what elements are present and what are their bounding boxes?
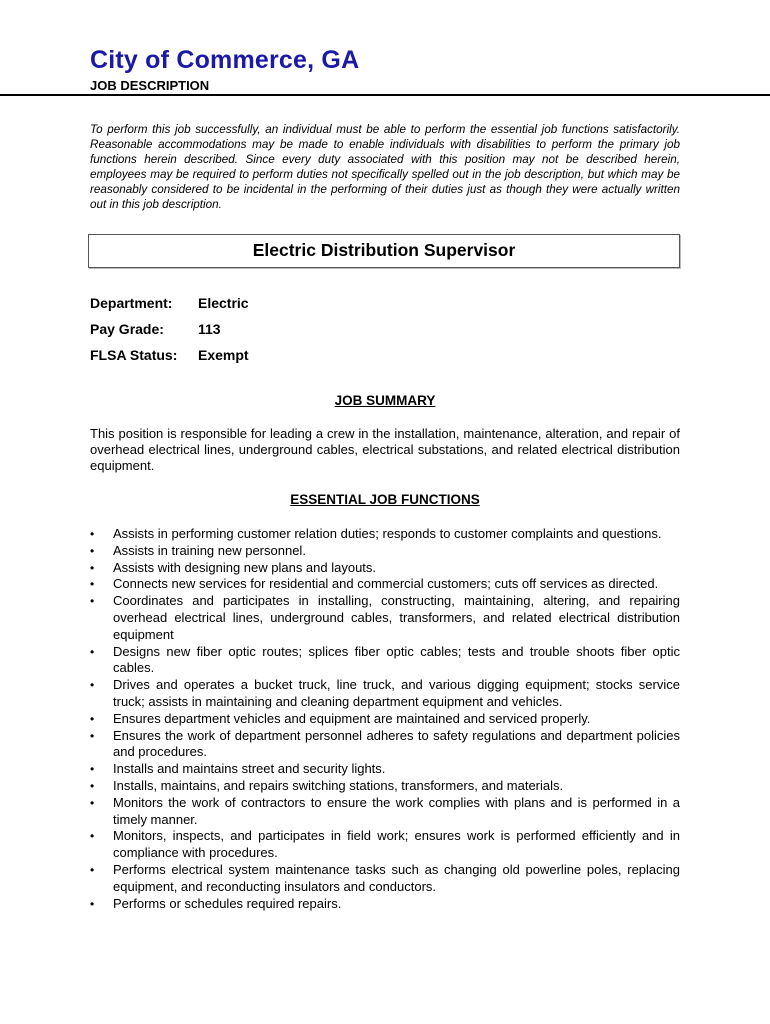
list-item-text: Ensures the work of department personnel adheres to safety regulations and department policies and procedures.: [113, 727, 680, 760]
list-item: [90, 728, 680, 762]
list-item-text: Performs electrical system maintenance tasks such as changing old powerline poles, replacing equipment, and reconducting insulators and conductors.: [113, 861, 680, 894]
essential-functions-heading: ESSENTIAL JOB FUNCTIONS: [290, 492, 480, 507]
bullet-icon: •: [90, 543, 95, 558]
list-item-text: Drives and operates a bucket truck, line truck, and various digging equipment; stocks service truck; assists in maintaining and cleaning department equipment and vehicles.: [113, 677, 680, 709]
job-info-table: [90, 290, 249, 368]
bullet-icon: •: [90, 795, 95, 810]
pay-grade-value: 113: [198, 321, 221, 337]
bullet-icon: •: [90, 778, 95, 793]
header-divider: [0, 94, 770, 96]
list-item: [90, 778, 680, 795]
list-item: [90, 526, 680, 543]
list-item-text: Installs and maintains street and security lights.: [113, 761, 386, 777]
pay-grade-label: Pay Grade:: [90, 321, 164, 337]
job-title-box: [88, 234, 680, 268]
job-summary-text: This position is responsible for leading a crew in the installation, maintenance, alteration, and repair of overhead electrical lines, underground cables, electrical substations, and related electrical distribution equipment.: [90, 426, 680, 473]
info-row-flsa-status: [90, 342, 249, 368]
flsa-status-value: Exempt: [198, 347, 249, 363]
list-item-text: Assists in performing customer relation duties; responds to customer complaints and questions.: [113, 526, 662, 541]
department-value: Electric: [198, 295, 249, 311]
list-item-text: Assists in training new personnel.: [113, 542, 306, 558]
job-title: Electric Distribution Supervisor: [252, 240, 516, 260]
bullet-icon: •: [90, 560, 95, 575]
list-item-text: Connects new services for residential and commercial customers; cuts off services as directed.: [113, 576, 659, 592]
list-item: [90, 711, 680, 728]
list-item-text: Assists with designing new plans and layouts.: [113, 559, 377, 575]
list-item: [90, 560, 680, 577]
bullet-icon: •: [90, 644, 95, 659]
bullet-icon: •: [90, 527, 95, 541]
list-item: [90, 862, 680, 896]
list-item: [90, 593, 680, 643]
disclaimer-paragraph: To perform this job successfully, an individual must be able to perform the essential job functions satisfactorily. Reasonable accommodations may be made to enable individuals with disabilities to perform the primary job functions herein described. Since every duty associated with this position may not be described herein, employees may be required to perform duties not specifically spelled out in the job description, but which may be reasonably considered to be incidental in the performing of their duties just as though they were actually written out in this job description.: [90, 123, 680, 211]
bullet-icon: •: [90, 762, 95, 777]
bullet-icon: •: [90, 678, 95, 693]
list-item-text: Coordinates and participates in installing, constructing, maintaining, altering, and repairing overhead electrical lines, underground cables, transformers, and related electrical distribution equipment: [113, 593, 680, 642]
job-summary-heading: JOB SUMMARY: [334, 393, 436, 408]
bullet-icon: •: [90, 829, 95, 844]
organization-title: City of Commerce, GA: [90, 46, 360, 74]
essential-functions-list: [90, 526, 680, 912]
list-item: [90, 677, 680, 711]
bullet-icon: •: [90, 728, 95, 743]
list-item-text: Monitors the work of contractors to ensure the work complies with plans and is performed in a timely manner.: [113, 794, 680, 827]
list-item: [90, 761, 680, 778]
list-item-text: Ensures department vehicles and equipment are maintained and serviced properly.: [113, 710, 591, 726]
bullet-icon: •: [90, 896, 95, 911]
list-item: [90, 543, 680, 560]
bullet-icon: •: [90, 577, 95, 592]
document-type-label: JOB DESCRIPTION: [90, 78, 210, 93]
info-row-pay-grade: [90, 316, 249, 342]
list-item-text: Monitors, inspects, and participates in field work; ensures work is performed efficiently and in compliance with procedures.: [113, 828, 680, 861]
list-item-text: Designs new fiber optic routes; splices fiber optic cables; tests and trouble shoots fiber optic cables.: [113, 643, 680, 676]
list-item-text: Performs or schedules required repairs.: [113, 895, 342, 911]
bullet-icon: •: [90, 862, 95, 877]
bullet-icon: •: [90, 711, 95, 726]
list-item: [90, 795, 680, 829]
bullet-icon: •: [90, 594, 95, 609]
department-label: Department:: [90, 295, 173, 311]
list-item: [90, 576, 680, 593]
flsa-status-label: FLSA Status:: [90, 347, 178, 363]
list-item: [90, 828, 680, 862]
list-item: [90, 644, 680, 678]
list-item-text: Installs, maintains, and repairs switching stations, transformers, and materials.: [113, 777, 564, 793]
list-item: [90, 896, 680, 913]
info-row-department: [90, 290, 249, 316]
